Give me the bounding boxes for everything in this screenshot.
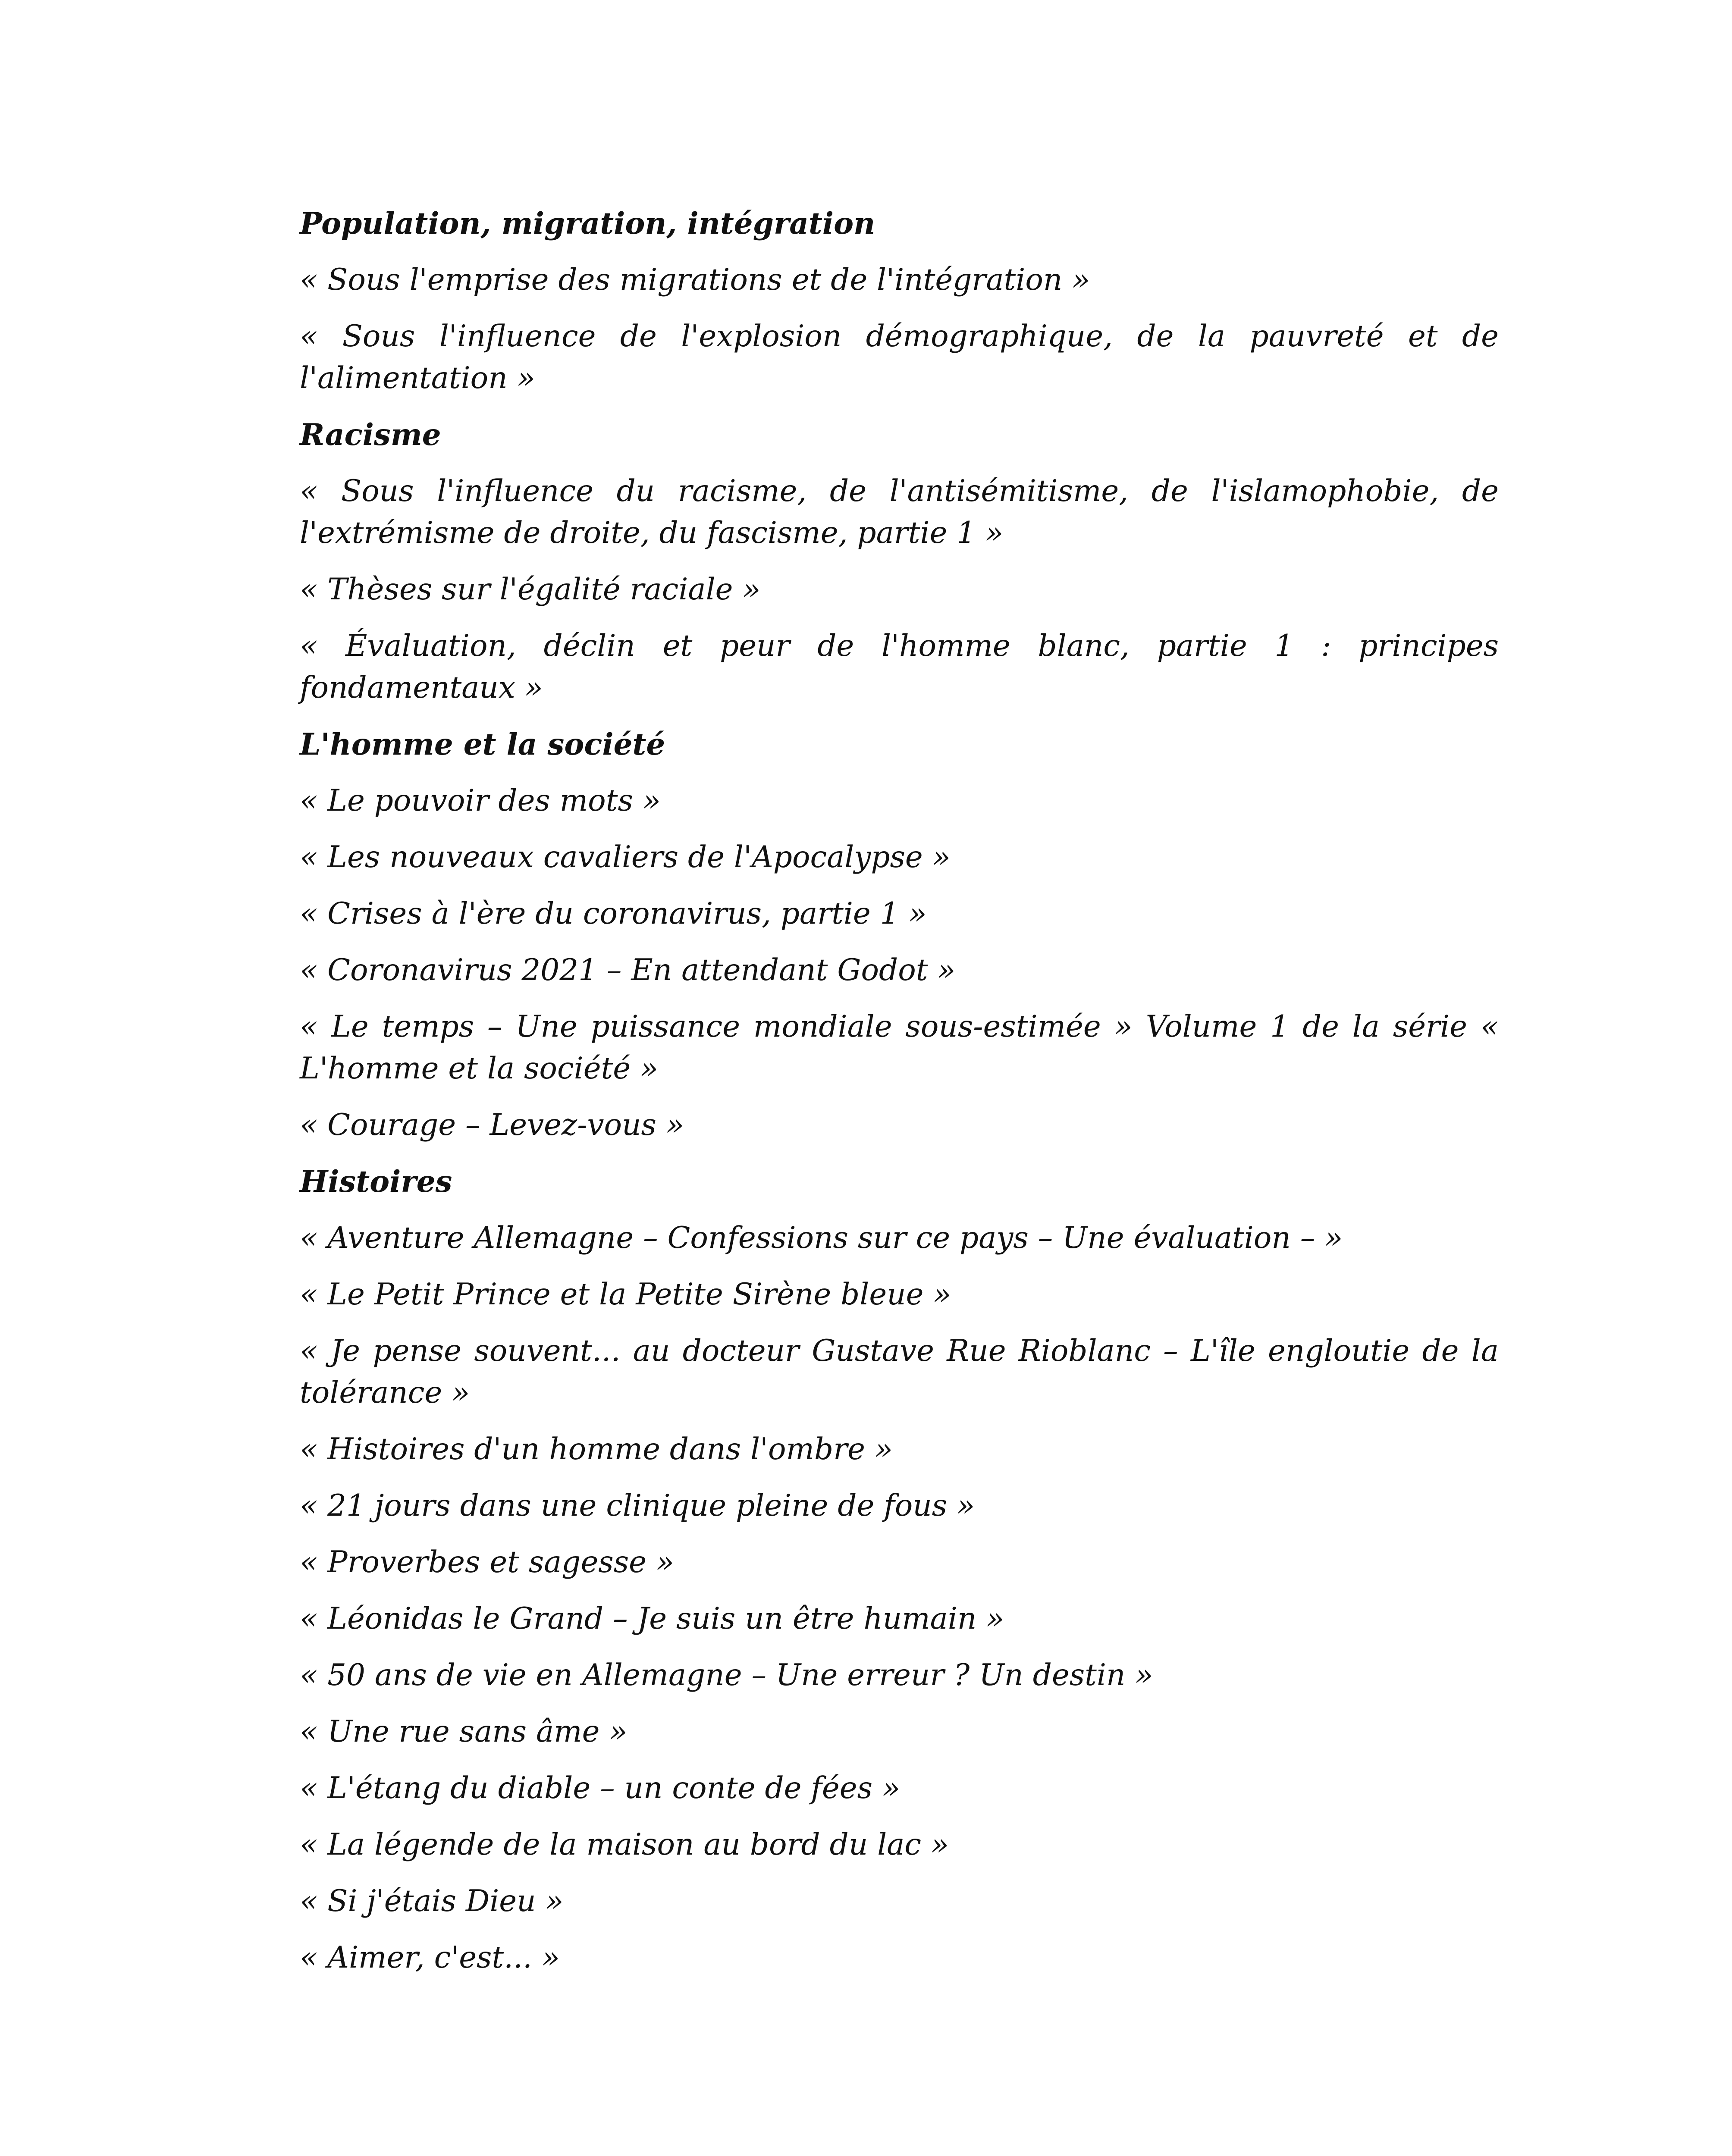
book-title: « Crises à l'ère du coronavirus, partie 1 » [300,896,927,931]
book-title: « Aventure Allemagne – Confessions sur ce pays – Une évaluation – » [300,1221,1343,1255]
book-title: « Évaluation, déclin et peur de l'homme blanc, partie 1 : principes fondamentaux » [300,629,1499,705]
book-title: « Coronavirus 2021 – En attendant Godot » [300,953,956,987]
book-title: « Le temps – Une puissance mondiale sous-estimée » Volume 1 de la série « L'homme et la société » [300,1009,1499,1086]
book-title: « 21 jours dans une clinique pleine de fous » [300,1489,975,1523]
book-title: « Si j'étais Dieu » [300,1884,564,1918]
book-title: « Courage – Levez-vous » [300,1108,684,1142]
book-title: « Une rue sans âme » [300,1714,628,1749]
section-heading: Population, migration, intégration [300,206,875,241]
book-title: « Je pense souvent... au docteur Gustave Rue Rioblanc – L'île engloutie de la tolérance » [300,1334,1499,1410]
book-title: « Le Petit Prince et la Petite Sirène bleue » [300,1277,951,1312]
section-racisme [300,414,1499,709]
book-title: « La légende de la maison au bord du lac » [300,1827,949,1862]
book-title: « Proverbes et sagesse » [300,1545,675,1579]
book-title: « 50 ans de vie en Allemagne – Une erreur ? Un destin » [300,1658,1153,1692]
section-homme-societe [300,724,1499,1146]
book-title: « Sous l'influence du racisme, de l'antisémitisme, de l'islamophobie, de l'extrémisme de droite, du fascisme, partie 1 » [300,474,1499,550]
section-heading: L'homme et la société [300,727,665,762]
book-title: « Aimer, c'est... » [300,1940,560,1975]
document-page [300,203,1499,1993]
section-population [300,203,1499,399]
book-title: « Sous l'emprise des migrations et de l'intégration » [300,263,1090,297]
book-title: « Histoires d'un homme dans l'ombre » [300,1432,893,1467]
book-title: « Le pouvoir des mots » [300,783,661,818]
book-title: « Les nouveaux cavaliers de l'Apocalypse » [300,840,951,874]
section-heading: Racisme [300,417,441,452]
book-title: « Léonidas le Grand – Je suis un être humain » [300,1601,1004,1636]
book-title: « Sous l'influence de l'explosion démographique, de la pauvreté et de l'alimentation » [300,319,1499,395]
section-histoires [300,1161,1499,1979]
section-heading: Histoires [300,1164,452,1199]
book-title: « L'étang du diable – un conte de fées » [300,1771,901,1805]
book-title: « Thèses sur l'égalité raciale » [300,572,761,607]
